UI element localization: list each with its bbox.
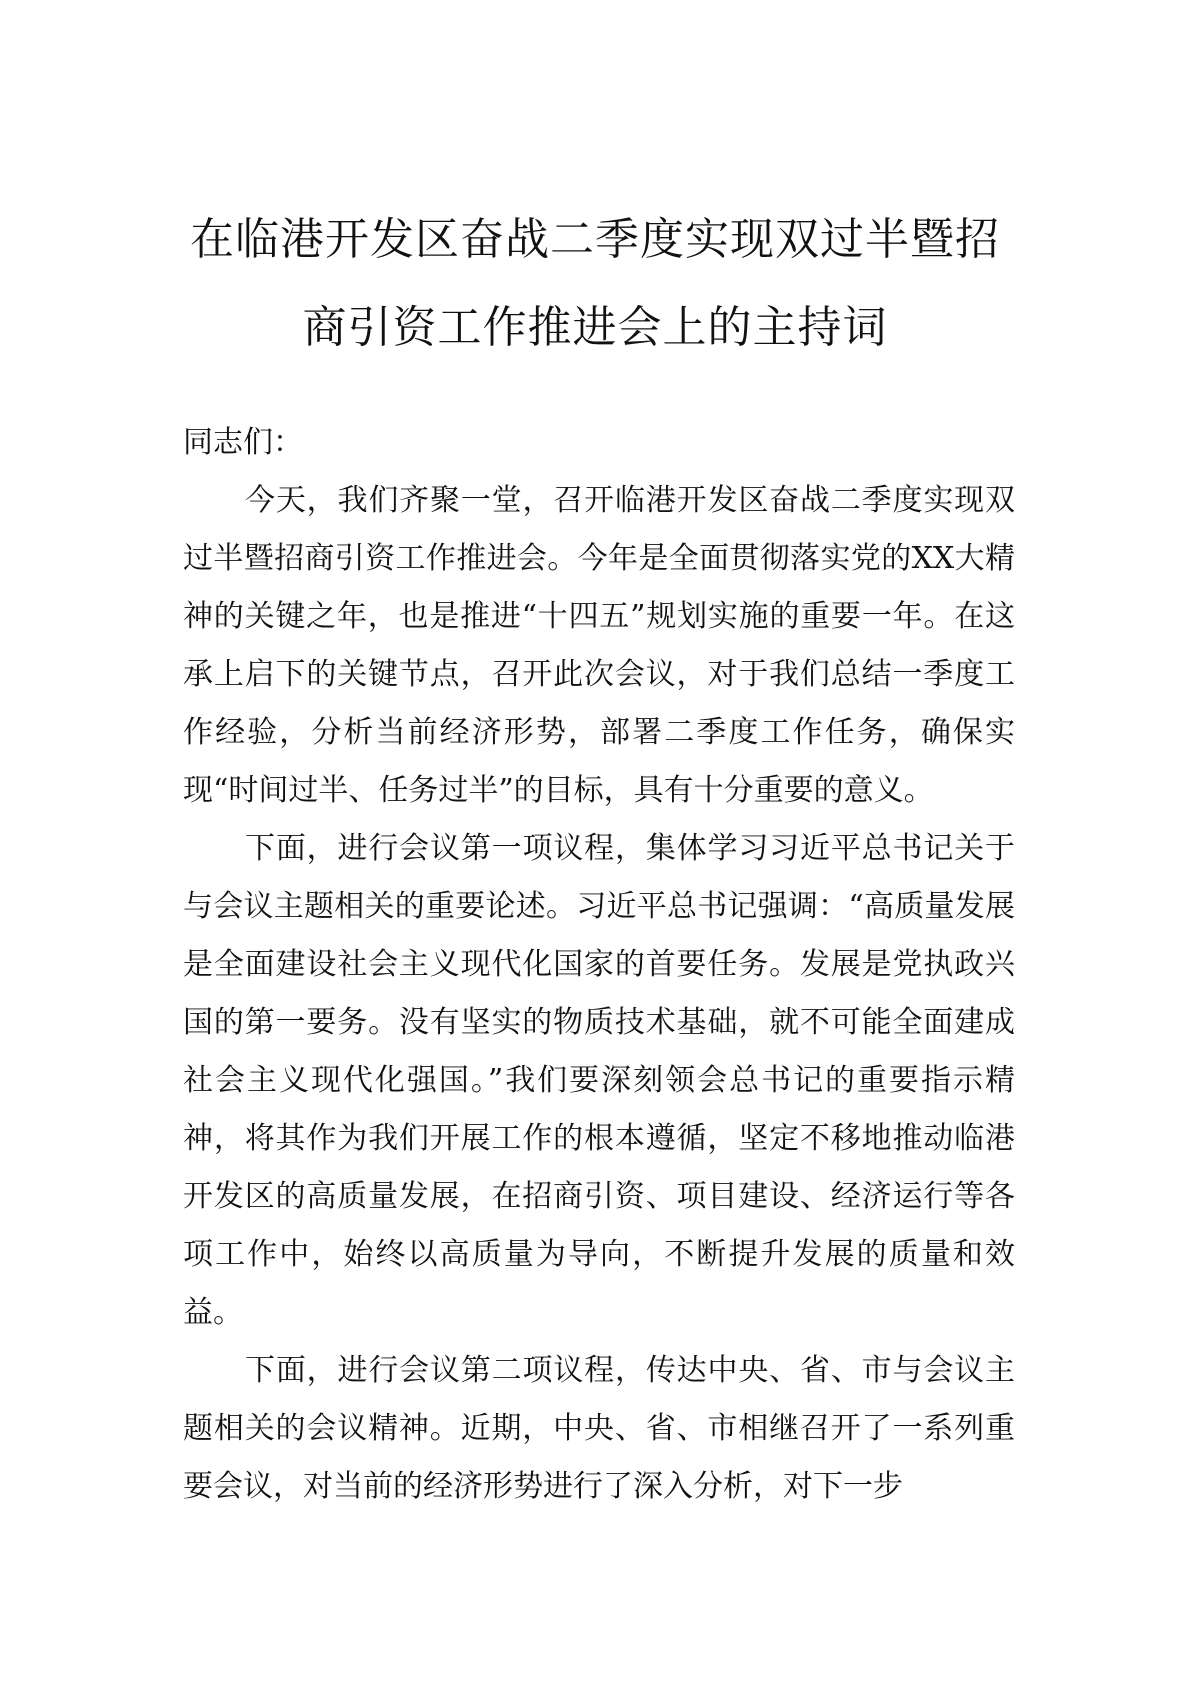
title-line-2: 商引资工作推进会上的主持词 xyxy=(302,302,888,353)
document-title xyxy=(140,196,1050,372)
salutation: 同志们： xyxy=(183,425,303,460)
paragraph-agenda-1: 下面，进行会议第一项议程，集体学习习近平总书记关于与会议主题相关的重要论述。习近平总书记强调：“高质量发展是全面建设社会主义现代化国家的首要任务。发展是党执政兴国的第一要务。没有坚实的物质技术基础，就不可能全面建成社会主义现代化强国。”我们要深刻领会总书记的重要指示精神，将其作为我们开展工作的根本遵循，坚定不移地推动临港开发区的高质量发展，在招商引资、项目建设、经济运行等各项工作中，始终以高质量为导向，不断提升发展的质量和效益。 xyxy=(183,831,1015,1330)
document-body xyxy=(183,414,1015,1516)
paragraph-agenda-2: 下面，进行会议第二项议程，传达中央、省、市与会议主题相关的会议精神。近期，中央、省、市相继召开了一系列重要会议，对当前的经济形势进行了深入分析，对下一步 xyxy=(183,1353,1015,1504)
title-line-1: 在临港开发区奋战二季度实现双过半暨招 xyxy=(190,214,1000,265)
paragraph-opening: 今天，我们齐聚一堂，召开临港开发区奋战二季度实现双过半暨招商引资工作推进会。今年是全面贯彻落实党的XX大精神的关键之年，也是推进“十四五”规划实施的重要一年。在这承上启下的关键节点，召开此次会议，对于我们总结一季度工作经验，分析当前经济形势，部署二季度工作任务，确保实现“时间过半、任务过半”的目标，具有十分重要的意义。 xyxy=(183,483,1015,808)
